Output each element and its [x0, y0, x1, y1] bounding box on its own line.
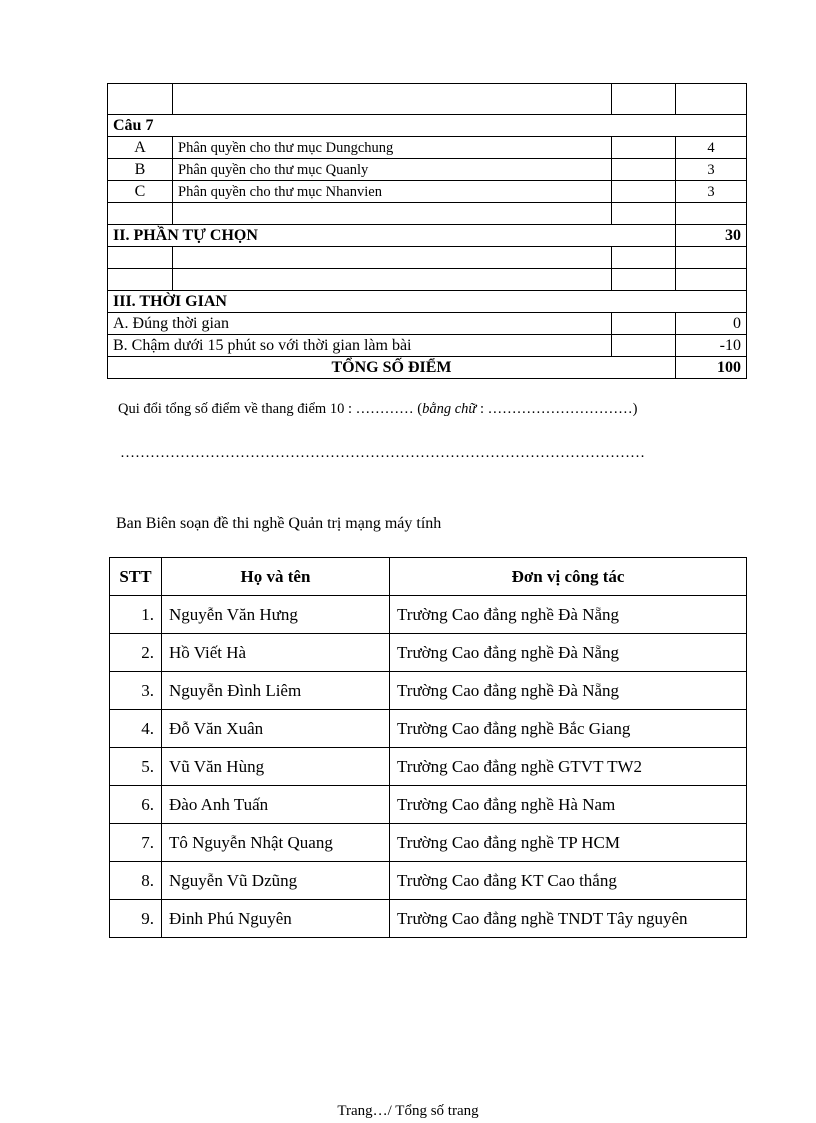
item-points: 3	[676, 159, 747, 181]
committee-row	[110, 862, 747, 900]
member-stt: 5.	[110, 748, 162, 786]
member-unit: Trường Cao đẳng nghề Đà Nẵng	[390, 596, 747, 634]
item-letter: B	[108, 159, 173, 181]
score-conversion-line	[118, 401, 758, 418]
member-stt: 7.	[110, 824, 162, 862]
member-name: Vũ Văn Hùng	[162, 748, 390, 786]
committee-row	[110, 596, 747, 634]
item-letter: C	[108, 181, 173, 203]
item-points: 4	[676, 137, 747, 159]
member-unit: Trường Cao đẳng nghề Hà Nam	[390, 786, 747, 824]
score-item-row	[108, 159, 747, 181]
committee-header-row	[110, 558, 747, 596]
committee-row	[110, 786, 747, 824]
question-row	[108, 115, 747, 137]
member-stt: 4.	[110, 710, 162, 748]
member-unit: Trường Cao đẳng nghề TNDT Tây nguyên	[390, 900, 747, 938]
question-label: Câu 7	[108, 115, 747, 137]
score-blank-row	[108, 203, 747, 225]
member-unit: Trường Cao đẳng nghề Đà Nẵng	[390, 672, 747, 710]
member-name: Đinh Phú Nguyên	[162, 900, 390, 938]
member-name: Đỗ Văn Xuân	[162, 710, 390, 748]
member-name: Đào Anh Tuấn	[162, 786, 390, 824]
member-unit: Trường Cao đẳng nghề GTVT TW2	[390, 748, 747, 786]
member-stt: 1.	[110, 596, 162, 634]
member-unit: Trường Cao đẳng KT Cao thắng	[390, 862, 747, 900]
time-label: A. Đúng thời gian	[108, 313, 612, 335]
member-name: Nguyễn Văn Hưng	[162, 596, 390, 634]
member-stt: 2.	[110, 634, 162, 672]
committee-row	[110, 748, 747, 786]
conversion-prefix: Qui đổi tổng số điểm về thang điểm 10 : ………… (	[118, 401, 423, 417]
score-blank-row	[108, 269, 747, 291]
section-row	[108, 225, 747, 247]
total-label: TỔNG SỐ ĐIỂM	[108, 357, 676, 379]
time-row	[108, 335, 747, 357]
page-footer: Trang…/ Tổng số trang	[337, 1103, 479, 1119]
member-name: Tô Nguyễn Nhật Quang	[162, 824, 390, 862]
member-unit: Trường Cao đẳng nghề TP HCM	[390, 824, 747, 862]
section-label: II. PHẦN TỰ CHỌN	[108, 225, 676, 247]
section-label: III. THỜI GIAN	[108, 291, 747, 313]
total-row	[108, 357, 747, 379]
committee-row	[110, 900, 747, 938]
member-name: Nguyễn Vũ Dzũng	[162, 862, 390, 900]
committee-row	[110, 634, 747, 672]
committee-row	[110, 672, 747, 710]
member-unit: Trường Cao đẳng nghề Đà Nẵng	[390, 634, 747, 672]
conversion-suffix: : …………………………)	[476, 401, 638, 417]
section-points: 30	[676, 225, 747, 247]
time-label: B. Chậm dưới 15 phút so với thời gian làm bài	[108, 335, 612, 357]
time-row	[108, 313, 747, 335]
column-header-name: Họ và tên	[162, 558, 390, 596]
committee-table	[109, 557, 747, 938]
conversion-italic: bằng chữ	[422, 401, 477, 417]
committee-row	[110, 710, 747, 748]
column-header-unit: Đơn vị công tác	[390, 558, 747, 596]
column-header-stt: STT	[110, 558, 162, 596]
member-stt: 6.	[110, 786, 162, 824]
member-stt: 9.	[110, 900, 162, 938]
item-description: Phân quyền cho thư mục Quanly	[173, 159, 612, 181]
time-points: -10	[676, 335, 747, 357]
item-letter: A	[108, 137, 173, 159]
score-item-row	[108, 137, 747, 159]
score-item-row	[108, 181, 747, 203]
member-unit: Trường Cao đẳng nghề Bắc Giang	[390, 710, 747, 748]
section-row	[108, 291, 747, 313]
total-points: 100	[676, 357, 747, 379]
member-name: Nguyễn Đình Liêm	[162, 672, 390, 710]
score-table	[107, 83, 747, 379]
member-stt: 3.	[110, 672, 162, 710]
member-stt: 8.	[110, 862, 162, 900]
score-blank-row	[108, 247, 747, 269]
dotted-fill-line: ……………………………………………………………………………………………	[120, 445, 645, 461]
time-points: 0	[676, 313, 747, 335]
item-description: Phân quyền cho thư mục Dungchung	[173, 137, 612, 159]
member-name: Hồ Viết Hà	[162, 634, 390, 672]
item-points: 3	[676, 181, 747, 203]
item-description: Phân quyền cho thư mục Nhanvien	[173, 181, 612, 203]
committee-heading: Ban Biên soạn đề thi nghề Quản trị mạng máy tính	[116, 515, 442, 532]
committee-row	[110, 824, 747, 862]
score-blank-row	[108, 84, 747, 115]
